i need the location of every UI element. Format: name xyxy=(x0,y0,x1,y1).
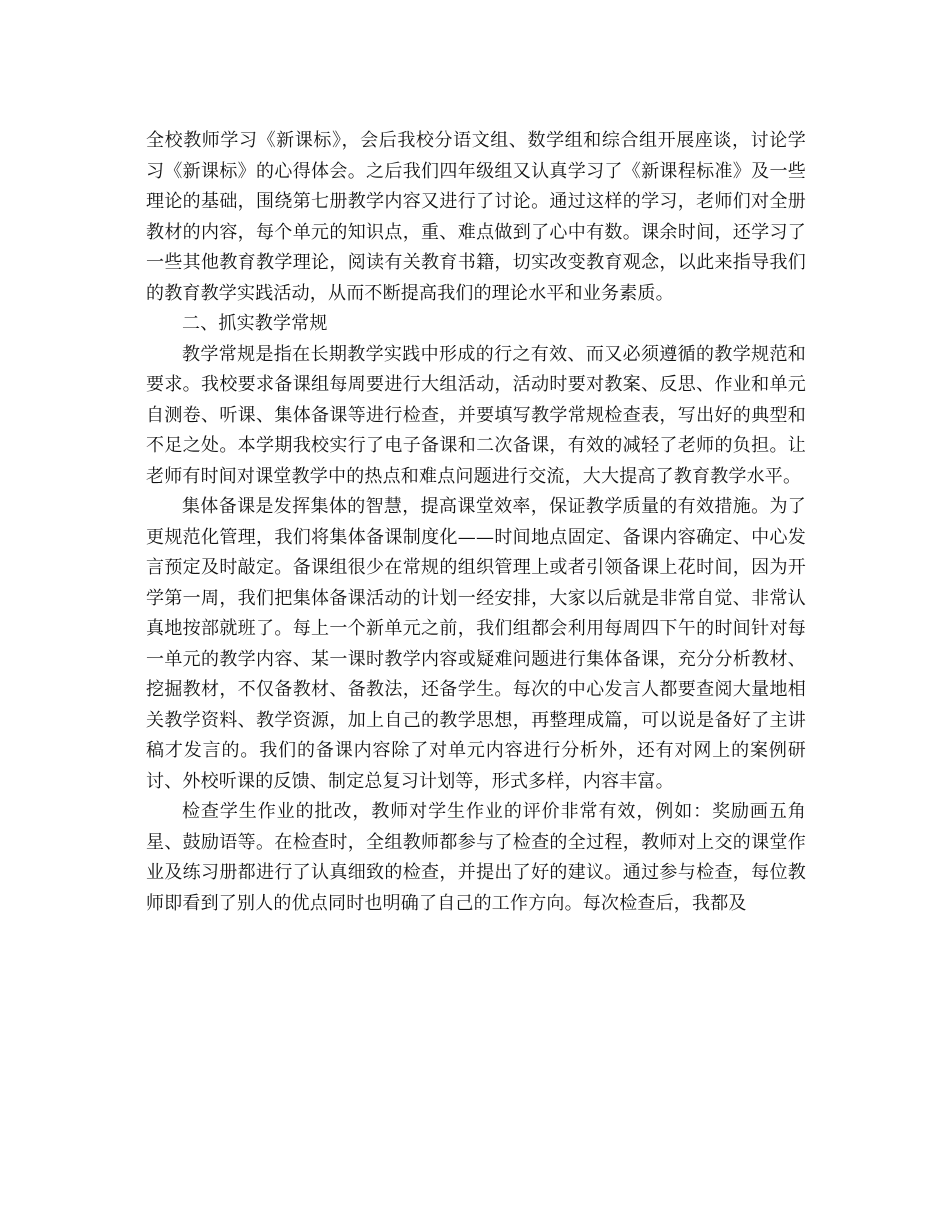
document-body xyxy=(146,126,806,919)
paragraph-study-new-curriculum: 全校教师学习《新课标》，会后我校分语文组、数学组和综合组开展座谈，讨论学习《新课标》的心得体会。之后我们四年级组又认真学习了《新课程标准》及一些理论的基础，围绕第七册教学内容又进行了讨论。通过这样的学习，老师们对全册教材的内容，每个单元的知识点，重、难点做到了心中有数。课余时间，还学习了一些其他教育教学理论，阅读有关教育书籍，切实改变教育观念，以此来指导我们的教育教学实践活动，从而不断提高我们的理论水平和业务素质。 xyxy=(146,130,806,304)
paragraph-collective-lesson-prep: 集体备课是发挥集体的智慧，提高课堂效率，保证教学质量的有效措施。为了更规范化管理，我们将集体备课制度化——时间地点固定、备课内容确定、中心发言预定及时敲定。备课组很少在常规的组织管理上或者引领备课上花时间，因为开学第一周，我们把集体备课活动的计划一经安排，大家以后就是非常自觉、非常认真地按部就班了。每上一个新单元之前，我们组都会利用每周四下午的时间针对每一单元的教学内容、某一课时教学内容或疑难问题进行集体备课，充分分析教材、挖掘教材，不仅备教材、备教法，还备学生。每次的中心发言人都要查阅大量地相关教学资料、教学资源，加上自己的教学思想，再整理成篇，可以说是备好了主讲稿才发言的。我们的备课内容除了对单元内容进行分析外，还有对网上的案例研讨、外校听课的反馈、制定总复习计划等，形式多样，内容丰富。 xyxy=(146,496,806,792)
section-heading-teaching-routine: 二、抓实教学常规 xyxy=(182,313,328,334)
paragraph-homework-check: 检查学生作业的批改，教师对学生作业的评价非常有效，例如：奖励画五角星、鼓励语等。在检查时，全组教师都参与了检查的全过程，教师对上交的课堂作业及练习册都进行了认真细致的检查，并提出了好的建议。通过参与检查，每位教师即看到了别人的优点同时也明确了自己的工作方向。每次检查后，我都及 xyxy=(146,801,806,914)
paragraph-teaching-routine: 教学常规是指在长期教学实践中形成的行之有效、而又必须遵循的教学规范和要求。我校要求备课组每周要进行大组活动，活动时要对教案、反思、作业和单元自测卷、听课、集体备课等进行检查，并要填写教学常规检查表，写出好的典型和不足之处。本学期我校实行了电子备课和二次备课，有效的减轻了老师的负担。让老师有时间对课堂教学中的热点和难点问题进行交流，大大提高了教育教学水平。 xyxy=(146,343,806,487)
